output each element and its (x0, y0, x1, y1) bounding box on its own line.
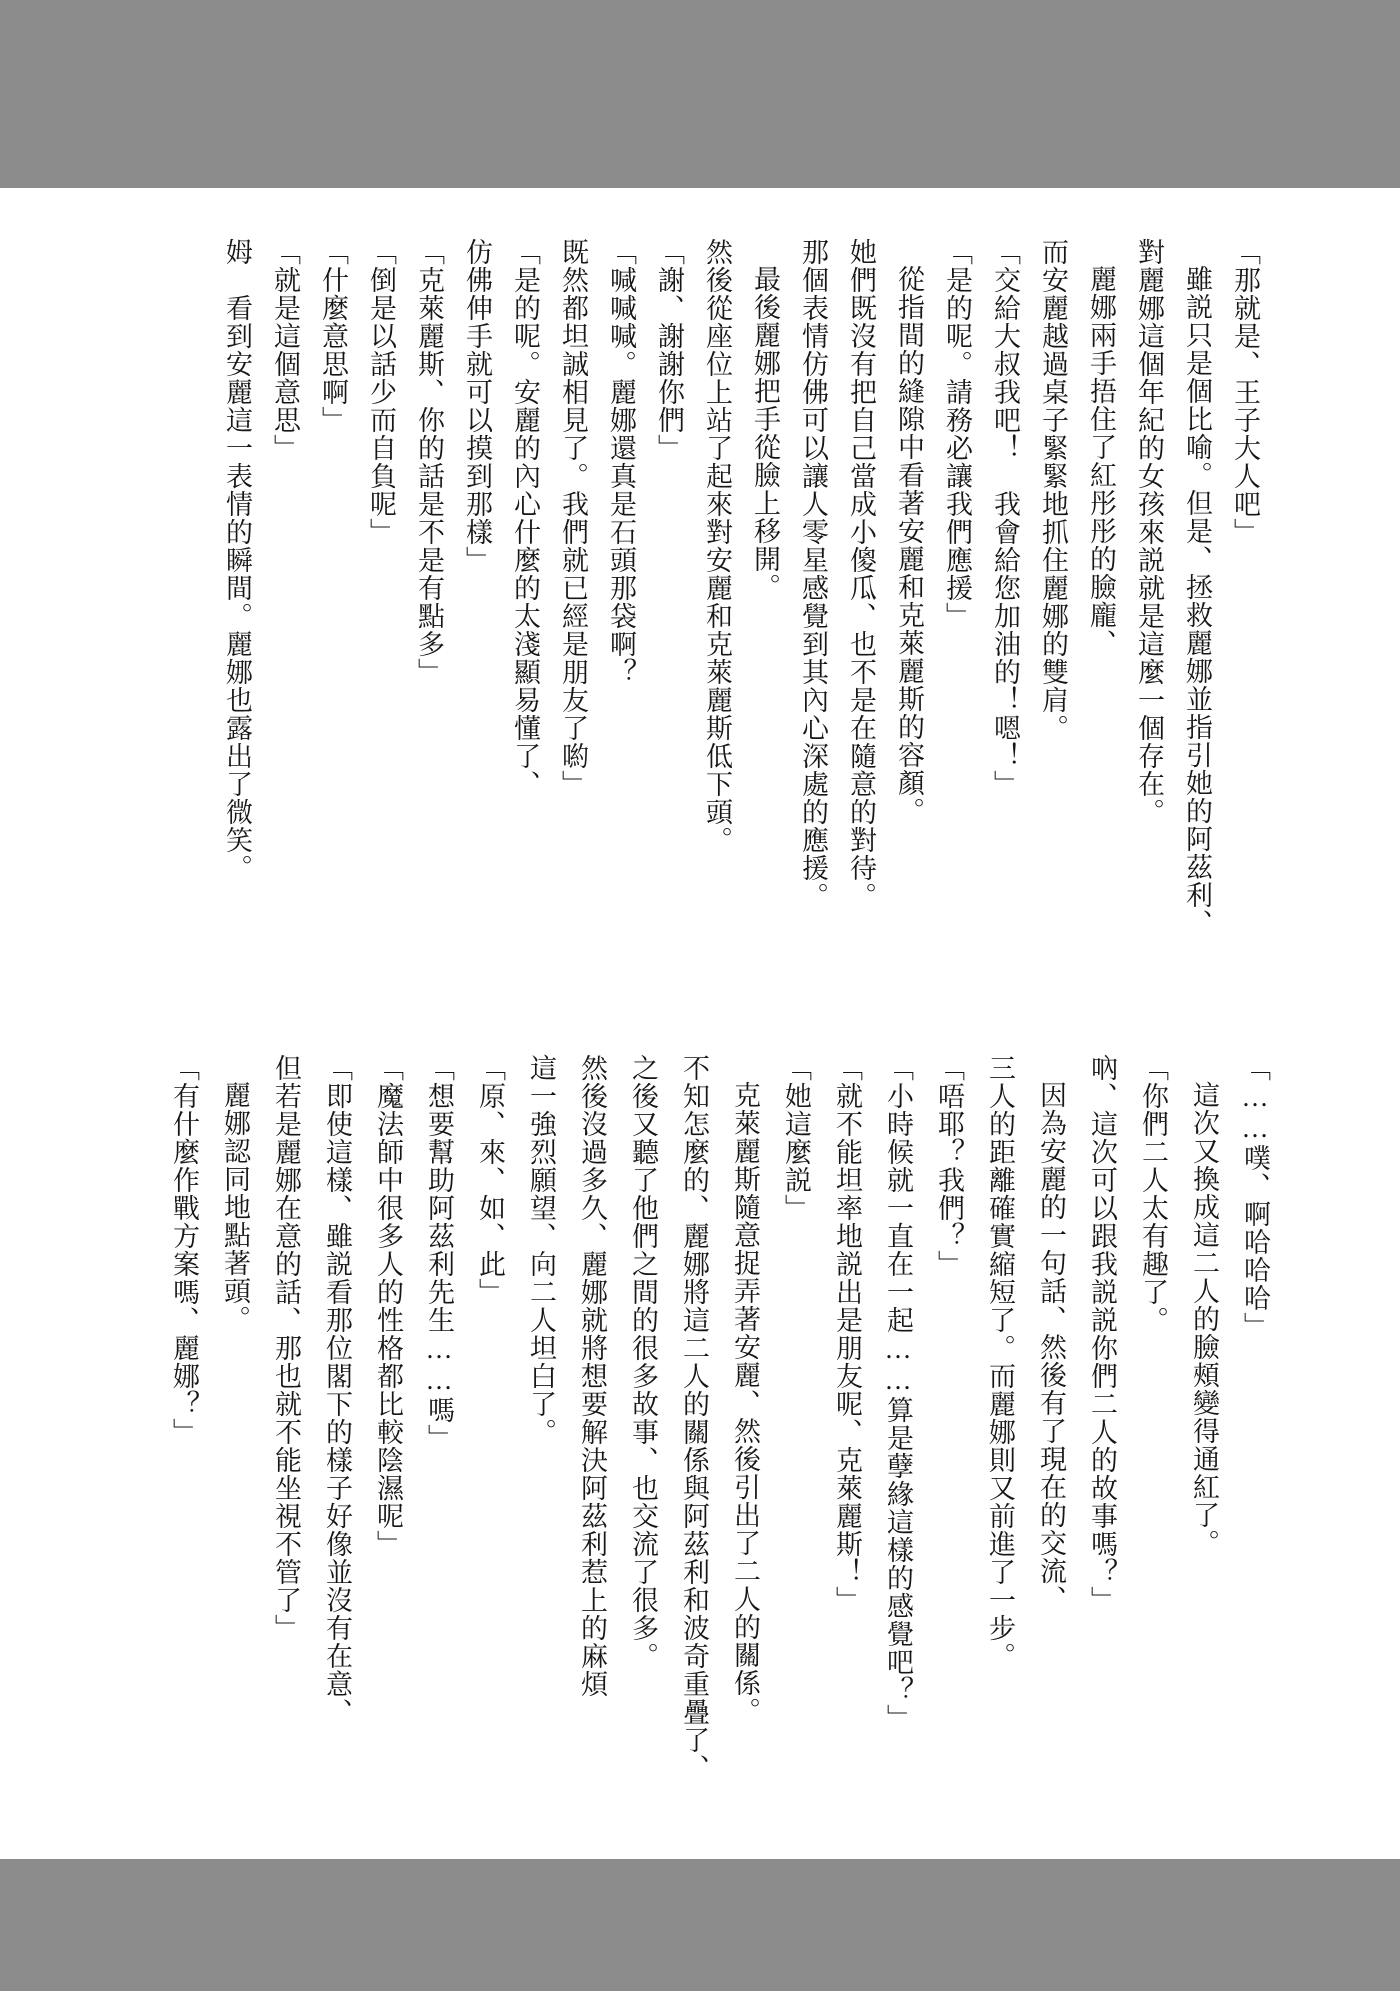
text-line: 這次又換成這二人的臉頰變得通紅了。 (1189, 1081, 1219, 1557)
top-gray-band (0, 0, 1400, 188)
text-line: 「就不能坦率地説出是朋友呢、克萊麗斯！」 (832, 1054, 862, 1614)
text-line: 「……噗、啊哈哈哈」 (1240, 1054, 1270, 1340)
text-line: 姆 看到安麗這一表情的瞬間。麗娜也露出了微笑。 (222, 238, 252, 882)
text-line: 不知怎麼的、麗娜將這二人的關係與阿茲利和波奇重疊了、 (679, 1054, 709, 1782)
text-line: 「有什麼作戰方案嗎、麗娜？」 (169, 1054, 199, 1446)
bottom-gray-band (0, 1859, 1400, 1991)
text-line: 「你們二人太有趣了。 (1138, 1054, 1168, 1334)
text-line: 這一強烈願望、向二人坦白了。 (526, 1054, 556, 1446)
text-line: 「魔法師中很多人的性格都比較陰濕呢」 (373, 1054, 403, 1558)
text-line: 因為安麗的一句話、然後有了現在的交流、 (1036, 1081, 1066, 1613)
text-line: 而安麗越過桌子緊緊地抓住麗娜的雙肩。 (1038, 238, 1068, 742)
text-line: 對麗娜這個年紀的女孩來説就是這麼一個存在。 (1134, 238, 1164, 826)
text-line: 「唔耶？我們？」 (934, 1054, 964, 1278)
text-line: 三人的距離確實縮短了。而麗娜則又前進了一步。 (985, 1054, 1015, 1670)
text-line: 麗娜認同地點著頭。 (220, 1081, 250, 1333)
text-line: 「倒是以話少而自負呢」 (366, 238, 396, 546)
text-line: 然後沒過多久、麗娜就將想要解決阿茲利惹上的麻煩 (577, 1054, 607, 1698)
text-line: 「謝、謝謝你們」 (654, 238, 684, 462)
text-line: 「克萊麗斯、你的話是不是有點多」 (414, 238, 444, 686)
text-line: 然後從座位上站了起來對安麗和克萊麗斯低下頭。 (702, 238, 732, 854)
text-line: 「是的呢。安麗的內心什麼的太淺顯易懂了、 (510, 238, 540, 798)
text-line: 從指間的縫隙中看著安麗和克萊麗斯的容顏。 (894, 265, 924, 825)
text-line: 「交給大叔我吧！ 我會給您加油的！嗯！」 (990, 238, 1020, 798)
text-block-lower (158, 1054, 1280, 1794)
text-line: 「是的呢。請務必讓我們應援」 (942, 238, 972, 630)
text-line: 克萊麗斯隨意捉弄著安麗、然後引出了二人的關係。 (730, 1081, 760, 1725)
text-line: 吶、這次可以跟我説説你們二人的故事嗎？」 (1087, 1054, 1117, 1614)
text-block-upper (213, 238, 1269, 938)
text-line: 「想要幫助阿茲利先生……嗎」 (424, 1054, 454, 1452)
text-line: 麗娜兩手捂住了紅彤彤的臉龐、 (1086, 265, 1116, 657)
text-line: 她們既沒有把自己當成小傻瓜、也不是在隨意的對待。 (846, 238, 876, 910)
text-line: 「那就是、王子大人吧」 (1230, 238, 1260, 546)
text-line: 「什麼意思啊」 (318, 238, 348, 434)
text-line: 仿佛伸手就可以摸到那樣」 (462, 238, 492, 574)
text-line: 那個表情仿佛可以讓人零星感覺到其內心深處的應援。 (798, 238, 828, 910)
text-line: 「原、來、如、此」 (475, 1054, 505, 1306)
text-line: 「她這麼説」 (781, 1054, 811, 1222)
text-line: 雖説只是個比喻。但是、拯救麗娜並指引她的阿茲利、 (1182, 265, 1212, 937)
text-line: 「小時候就一直在一起……算是孽緣這樣的感覺吧？」 (883, 1054, 913, 1732)
text-line: 「就是這個意思」 (270, 238, 300, 462)
text-line: 「即使這樣、雖説看那位閣下的樣子好像並沒有在意、 (322, 1054, 352, 1726)
text-line: 「喊喊喊。麗娜還真是石頭那袋啊？ (606, 238, 636, 686)
text-line: 既然都坦誠相見了。我們就已經是朋友了喲」 (558, 238, 588, 798)
text-line: 之後又聽了他們之間的很多故事、也交流了很多。 (628, 1054, 658, 1670)
text-line: 但若是麗娜在意的話、那也就不能坐視不管了」 (271, 1054, 301, 1642)
text-line: 最後麗娜把手從臉上移開。 (750, 265, 780, 601)
